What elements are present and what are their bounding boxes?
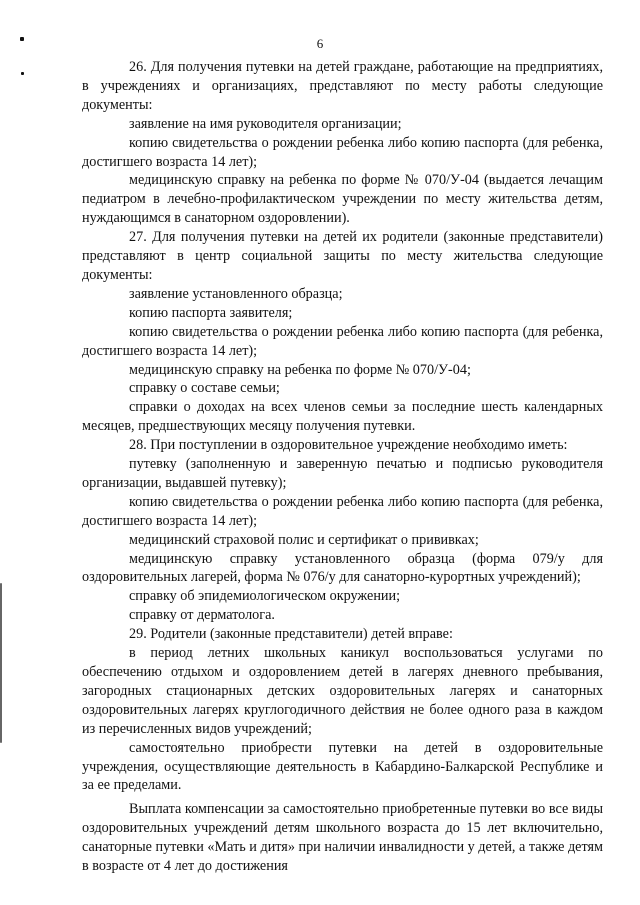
list-item: копию свидетельства о рождении ребенка либо копию паспорта (для ребенка, достигшего возраста 14 лет); bbox=[82, 134, 603, 170]
list-item: справки о доходах на всех членов семьи за последние шесть календарных месяцев, предшествующих месяцу получения путевки. bbox=[82, 399, 603, 435]
paragraph-compensation: Выплата компенсации за самостоятельно приобретенные путевки во все виды оздоровительных учреждений детям школьного возраста до 15 лет включительно, санаторные путевки «Мать и дитя» при наличии инвалидности у детей, а также детям в возрасте от 4 лет до достижения bbox=[82, 801, 603, 875]
list-item: медицинскую справку установленного образца (форма 079/у для оздоровительных лагерей, форма № 076/у для санаторно-курортных учреждений); bbox=[82, 550, 603, 586]
list-item: путевку (заполненную и заверенную печатью и подписью руководителя организации, выдавшей путевку); bbox=[82, 456, 603, 491]
paragraph-29: 29. Родители (законные представители) детей вправе: bbox=[129, 626, 453, 643]
scan-mark-dot bbox=[20, 37, 24, 41]
paragraph-26: 26. Для получения путевки на детей граждане, работающие на предприятиях, в учреждениях и организациях, представляют по месту работы следующие документы: bbox=[82, 59, 603, 113]
paragraph-28: 28. При поступлении в оздоровительное учреждение необходимо иметь: bbox=[129, 437, 568, 454]
list-item: копию паспорта заявителя; bbox=[129, 304, 293, 321]
list-item: медицинский страховой полис и сертификат о прививках; bbox=[129, 531, 479, 548]
list-item: копию свидетельства о рождении ребенка либо копию паспорта (для ребенка, достигшего возраста 14 лет); bbox=[82, 493, 603, 529]
list-item: заявление установленного образца; bbox=[129, 285, 343, 302]
scan-mark-dot bbox=[21, 72, 24, 75]
document-body bbox=[82, 58, 603, 876]
list-item: самостоятельно приобрести путевки на детей в оздоровительные учреждения, осуществляющие деятельность в Кабардино-Балкарской Республике и за ее пределами. bbox=[82, 739, 603, 794]
page-number: 6 bbox=[316, 36, 324, 51]
list-item: справку об эпидемиологическом окружении; bbox=[129, 588, 401, 605]
list-item: медицинскую справку на ребенка по форме № 070/У-04; bbox=[129, 361, 471, 378]
list-item: в период летних школьных каникул воспользоваться услугами по обеспечению отдыхом и оздоровлением детей в лагерях дневного пребывания, загородных стационарных детских оздоровительных лагерях и санаторных оздоровительных лагерях круглогодичного действия не более одного раза в каждом из перечисленных видов учреждений; bbox=[82, 645, 603, 737]
scan-mark-edge bbox=[0, 583, 2, 743]
list-item: заявление на имя руководителя организации; bbox=[129, 115, 402, 132]
list-item: медицинскую справку на ребенка по форме № 070/У-04 (выдается лечащим педиатром в лечебно-профилактическом учреждении по месту жительства детям, нуждающимся в санаторном оздоровлении). bbox=[82, 172, 603, 227]
paragraph-27: 27. Для получения путевки на детей их родители (законные представители) представляют в центр социальной защиты по месту жительства следующие документы: bbox=[82, 229, 603, 283]
list-item: справку о составе семьи; bbox=[129, 380, 280, 397]
list-item: справку от дерматолога. bbox=[129, 607, 275, 624]
list-item: копию свидетельства о рождении ребенка либо копию паспорта (для ребенка, достигшего возраста 14 лет); bbox=[82, 323, 603, 359]
